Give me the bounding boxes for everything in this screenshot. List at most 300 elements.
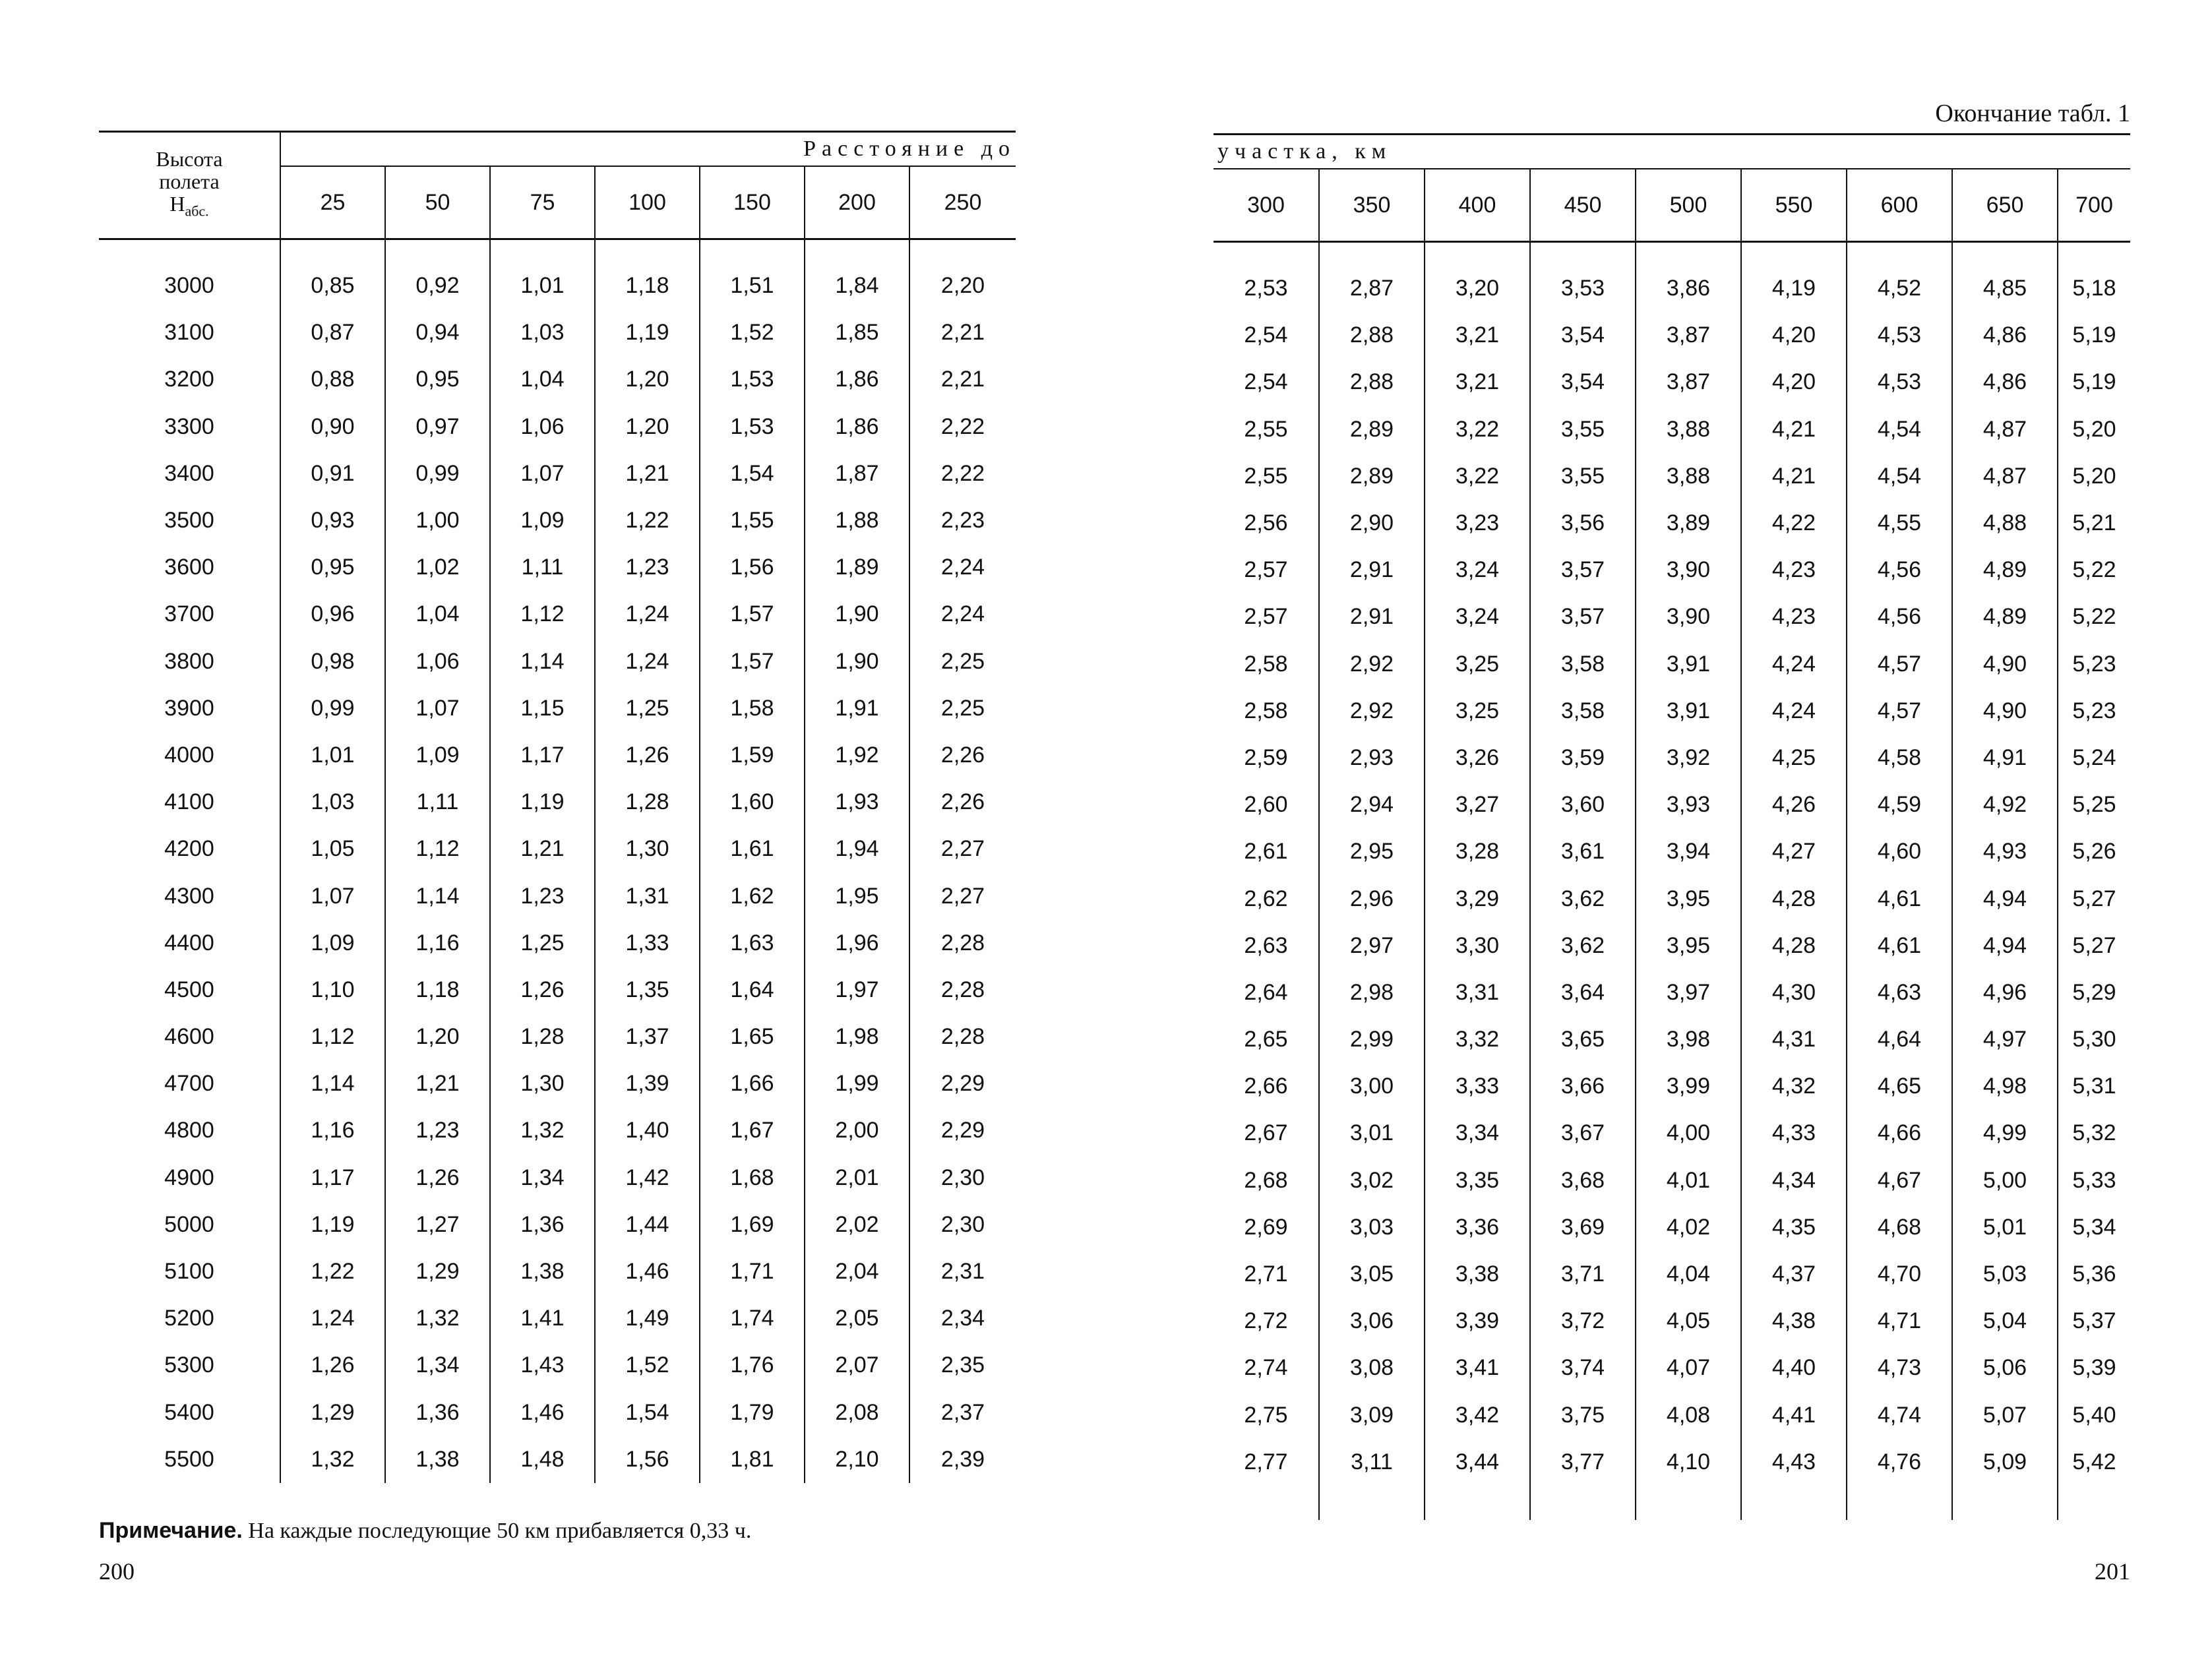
value-cell: 3,42 <box>1425 1392 1530 1439</box>
value-cell: 4,32 <box>1741 1063 1847 1110</box>
value-cell: 1,61 <box>700 826 805 872</box>
value-cell: 3,29 <box>1425 875 1530 922</box>
value-cell: 4,92 <box>1952 781 2058 828</box>
value-cell: 4,31 <box>1741 1016 1847 1063</box>
value-cell: 2,71 <box>1244 1261 1288 1287</box>
table-row <box>99 732 1016 779</box>
value-cell: 2,05 <box>805 1295 909 1342</box>
value-cell: 4,86 <box>1952 312 2058 359</box>
value-cell: 4,30 <box>1741 969 1847 1016</box>
column-header: 350 <box>1319 169 1425 242</box>
value-cell: 1,59 <box>700 732 805 779</box>
column-header: 50 <box>385 166 490 239</box>
value-cell: 3,67 <box>1530 1110 1636 1157</box>
value-cell: 1,81 <box>700 1436 805 1483</box>
value-cell: 4,26 <box>1741 781 1847 828</box>
value-cell: 2,39 <box>909 1436 1016 1483</box>
value-cell: 2,26 <box>909 779 1016 826</box>
value-cell: 4,34 <box>1741 1157 1847 1204</box>
table-row <box>1214 265 2130 312</box>
value-cell: 1,26 <box>280 1342 385 1389</box>
value-cell: 1,39 <box>595 1060 700 1107</box>
value-cell: 3,44 <box>1425 1439 1530 1486</box>
value-cell: 3,08 <box>1319 1345 1425 1391</box>
value-cell: 3,57 <box>1530 593 1636 640</box>
value-cell: 2,60 <box>1244 792 1288 818</box>
value-cell: 4,56 <box>1847 593 1952 640</box>
table-row <box>99 1155 1016 1201</box>
table-row <box>1214 641 2130 688</box>
altitude-cell: 3000 <box>164 273 214 299</box>
value-cell: 3,87 <box>1636 359 1741 406</box>
value-cell: 5,27 <box>2058 875 2130 922</box>
value-cell: 5,24 <box>2058 735 2130 781</box>
value-cell: 4,57 <box>1847 641 1952 688</box>
value-cell: 2,54 <box>1244 322 1288 348</box>
table-row <box>99 544 1016 591</box>
value-cell: 4,60 <box>1847 828 1952 875</box>
value-cell: 4,22 <box>1741 500 1847 547</box>
value-cell: 3,92 <box>1636 735 1741 781</box>
spacer-cell <box>805 239 909 263</box>
value-cell: 1,28 <box>490 1014 595 1060</box>
value-cell: 2,72 <box>1244 1308 1288 1334</box>
spacer-cell <box>490 239 595 263</box>
value-cell: 1,88 <box>805 497 909 544</box>
value-cell: 3,90 <box>1636 547 1741 593</box>
value-cell: 4,71 <box>1847 1298 1952 1345</box>
table-right <box>1214 133 2130 1520</box>
value-cell: 4,19 <box>1741 265 1847 312</box>
value-cell: 5,01 <box>1952 1204 2058 1251</box>
value-cell: 1,53 <box>700 404 805 450</box>
value-cell: 2,23 <box>909 497 1016 544</box>
value-cell: 3,95 <box>1636 875 1741 922</box>
value-cell: 4,87 <box>1952 453 2058 500</box>
value-cell: 1,53 <box>700 356 805 403</box>
value-cell: 1,32 <box>490 1107 595 1154</box>
altitude-cell: 3600 <box>164 555 214 580</box>
value-cell: 5,19 <box>2058 359 2130 406</box>
value-cell: 1,48 <box>490 1436 595 1483</box>
value-cell: 4,27 <box>1741 828 1847 875</box>
value-cell: 2,24 <box>909 591 1016 638</box>
value-cell: 4,35 <box>1741 1204 1847 1251</box>
value-cell: 4,86 <box>1952 359 2058 406</box>
value-cell: 4,28 <box>1741 923 1847 969</box>
value-cell: 4,97 <box>1952 1016 2058 1063</box>
value-cell: 1,19 <box>595 309 700 356</box>
value-cell: 3,95 <box>1636 923 1741 969</box>
value-cell: 5,33 <box>2058 1157 2130 1204</box>
spacer-cell <box>1741 1486 1847 1520</box>
value-cell: 0,96 <box>280 591 385 638</box>
spacer-cell <box>595 239 700 263</box>
column-header: 100 <box>595 166 700 239</box>
value-cell: 2,20 <box>909 262 1016 309</box>
value-cell: 4,94 <box>1952 875 2058 922</box>
value-cell: 2,88 <box>1319 312 1425 359</box>
value-cell: 2,58 <box>1244 698 1288 723</box>
value-cell: 1,24 <box>595 591 700 638</box>
table-row <box>1214 593 2130 640</box>
value-cell: 1,87 <box>805 450 909 497</box>
value-cell: 1,62 <box>700 872 805 919</box>
value-cell: 3,39 <box>1425 1298 1530 1345</box>
value-cell: 1,24 <box>595 638 700 685</box>
value-cell: 1,46 <box>595 1248 700 1295</box>
value-cell: 1,57 <box>700 638 805 685</box>
value-cell: 1,63 <box>700 920 805 967</box>
column-header: 25 <box>280 166 385 239</box>
value-cell: 3,65 <box>1530 1016 1636 1063</box>
value-cell: 1,12 <box>385 826 490 872</box>
altitude-header-line1: Высота <box>156 147 223 171</box>
value-cell: 3,25 <box>1425 641 1530 688</box>
value-cell: 1,90 <box>805 591 909 638</box>
value-cell: 4,57 <box>1847 688 1952 735</box>
altitude-cell: 4800 <box>164 1118 214 1143</box>
value-cell: 3,32 <box>1425 1016 1530 1063</box>
value-cell: 3,22 <box>1425 453 1530 500</box>
value-cell: 4,52 <box>1847 265 1952 312</box>
value-cell: 3,24 <box>1425 547 1530 593</box>
value-cell: 4,05 <box>1636 1298 1741 1345</box>
value-cell: 1,89 <box>805 544 909 591</box>
value-cell: 2,56 <box>1244 510 1288 536</box>
value-cell: 2,98 <box>1319 969 1425 1016</box>
value-cell: 3,33 <box>1425 1063 1530 1110</box>
value-cell: 1,32 <box>280 1436 385 1483</box>
value-cell: 3,41 <box>1425 1345 1530 1391</box>
column-header: 400 <box>1425 169 1530 242</box>
value-cell: 1,21 <box>385 1060 490 1107</box>
value-cell: 1,06 <box>490 404 595 450</box>
spacer-cell <box>1319 242 1425 266</box>
value-cell: 1,04 <box>385 591 490 638</box>
value-cell: 4,01 <box>1636 1157 1741 1204</box>
value-cell: 3,97 <box>1636 969 1741 1016</box>
spacer-cell <box>2058 242 2130 266</box>
value-cell: 2,53 <box>1244 276 1288 301</box>
table-row <box>99 1201 1016 1248</box>
value-cell: 2,89 <box>1319 453 1425 500</box>
value-cell: 1,91 <box>805 685 909 732</box>
value-cell: 1,23 <box>595 544 700 591</box>
value-cell: 1,05 <box>280 826 385 872</box>
value-cell: 2,96 <box>1319 875 1425 922</box>
value-cell: 1,19 <box>490 779 595 826</box>
table-row <box>99 967 1016 1014</box>
column-header: 300 <box>1214 169 1319 242</box>
value-cell: 4,43 <box>1741 1439 1847 1486</box>
value-cell: 1,20 <box>595 356 700 403</box>
value-cell: 1,30 <box>490 1060 595 1107</box>
table-note <box>99 1518 751 1544</box>
value-cell: 5,18 <box>2058 265 2130 312</box>
value-cell: 5,30 <box>2058 1016 2130 1063</box>
spacer-cell <box>385 239 490 263</box>
value-cell: 4,53 <box>1847 312 1952 359</box>
value-cell: 4,25 <box>1741 735 1847 781</box>
value-cell: 5,09 <box>1952 1439 2058 1486</box>
value-cell: 1,79 <box>700 1389 805 1436</box>
value-cell: 3,69 <box>1530 1204 1636 1251</box>
value-cell: 4,90 <box>1952 641 2058 688</box>
spacer-cell <box>1214 1486 1319 1520</box>
value-cell: 1,99 <box>805 1060 909 1107</box>
spacer-row <box>99 239 1016 263</box>
altitude-cell: 4200 <box>164 836 214 862</box>
table-row <box>99 1295 1016 1342</box>
value-cell: 2,77 <box>1244 1449 1288 1474</box>
value-cell: 4,61 <box>1847 923 1952 969</box>
value-cell: 1,09 <box>280 920 385 967</box>
value-cell: 2,28 <box>909 1014 1016 1060</box>
table-row <box>99 1014 1016 1060</box>
value-cell: 5,32 <box>2058 1110 2130 1157</box>
value-cell: 5,00 <box>1952 1157 2058 1204</box>
value-cell: 2,10 <box>805 1436 909 1483</box>
column-header: 700 <box>2058 169 2130 242</box>
value-cell: 3,61 <box>1530 828 1636 875</box>
value-cell: 4,89 <box>1952 593 2058 640</box>
altitude-header <box>99 132 280 239</box>
value-cell: 1,26 <box>490 967 595 1014</box>
value-cell: 1,20 <box>385 1014 490 1060</box>
value-cell: 1,04 <box>490 356 595 403</box>
value-cell: 3,21 <box>1425 359 1530 406</box>
table-row <box>99 591 1016 638</box>
value-cell: 1,90 <box>805 638 909 685</box>
value-cell: 2,92 <box>1319 641 1425 688</box>
value-cell: 1,67 <box>700 1107 805 1154</box>
value-cell: 2,91 <box>1319 547 1425 593</box>
value-cell: 1,22 <box>280 1248 385 1295</box>
column-header: 500 <box>1636 169 1741 242</box>
value-cell: 2,25 <box>909 638 1016 685</box>
value-cell: 4,41 <box>1741 1392 1847 1439</box>
value-cell: 5,40 <box>2058 1392 2130 1439</box>
value-cell: 2,95 <box>1319 828 1425 875</box>
value-cell: 3,22 <box>1425 406 1530 453</box>
altitude-cell: 5200 <box>164 1306 214 1331</box>
column-header: 650 <box>1952 169 2058 242</box>
table-row <box>99 1248 1016 1295</box>
value-cell: 3,01 <box>1319 1110 1425 1157</box>
table-row <box>99 779 1016 826</box>
value-cell: 2,91 <box>1319 593 1425 640</box>
value-cell: 2,00 <box>805 1107 909 1154</box>
value-cell: 4,94 <box>1952 923 2058 969</box>
value-cell: 0,87 <box>280 309 385 356</box>
value-cell: 3,91 <box>1636 641 1741 688</box>
value-cell: 4,37 <box>1741 1251 1847 1298</box>
value-cell: 2,92 <box>1319 688 1425 735</box>
spacer-cell <box>280 239 385 263</box>
value-cell: 4,20 <box>1741 359 1847 406</box>
value-cell: 0,91 <box>280 450 385 497</box>
spacer-cell <box>1847 1486 1952 1520</box>
value-cell: 4,10 <box>1636 1439 1741 1486</box>
value-cell: 1,46 <box>490 1389 595 1436</box>
spacer-cell <box>99 239 280 263</box>
value-cell: 1,52 <box>700 309 805 356</box>
table-row <box>1214 923 2130 969</box>
value-cell: 1,01 <box>490 262 595 309</box>
value-cell: 4,66 <box>1847 1110 1952 1157</box>
value-cell: 3,66 <box>1530 1063 1636 1110</box>
value-cell: 1,96 <box>805 920 909 967</box>
value-cell: 2,64 <box>1244 979 1288 1005</box>
value-cell: 4,04 <box>1636 1251 1741 1298</box>
value-cell: 1,30 <box>595 826 700 872</box>
value-cell: 5,03 <box>1952 1251 2058 1298</box>
value-cell: 2,62 <box>1244 886 1288 911</box>
value-cell: 1,32 <box>385 1295 490 1342</box>
value-cell: 2,01 <box>805 1155 909 1201</box>
value-cell: 1,60 <box>700 779 805 826</box>
value-cell: 3,98 <box>1636 1016 1741 1063</box>
value-cell: 0,97 <box>385 404 490 450</box>
column-header: 75 <box>490 166 595 239</box>
value-cell: 1,14 <box>385 872 490 919</box>
value-cell: 1,54 <box>595 1389 700 1436</box>
value-cell: 2,67 <box>1244 1120 1288 1146</box>
value-cell: 4,70 <box>1847 1251 1952 1298</box>
value-cell: 1,22 <box>595 497 700 544</box>
value-cell: 1,10 <box>280 967 385 1014</box>
column-header: 200 <box>805 166 909 239</box>
value-cell: 2,29 <box>909 1107 1016 1154</box>
value-cell: 2,54 <box>1244 369 1288 395</box>
table-row <box>1214 312 2130 359</box>
value-cell: 0,88 <box>280 356 385 403</box>
altitude-cell: 4600 <box>164 1024 214 1050</box>
spacer-cell <box>1741 242 1847 266</box>
value-cell: 2,68 <box>1244 1167 1288 1193</box>
value-cell: 4,58 <box>1847 735 1952 781</box>
value-cell: 1,86 <box>805 404 909 450</box>
table-row <box>99 404 1016 450</box>
value-cell: 3,09 <box>1319 1392 1425 1439</box>
value-cell: 4,89 <box>1952 547 2058 593</box>
value-cell: 1,07 <box>385 685 490 732</box>
value-cell: 4,93 <box>1952 828 2058 875</box>
value-cell: 3,55 <box>1530 453 1636 500</box>
value-cell: 5,21 <box>2058 500 2130 547</box>
value-cell: 1,07 <box>490 450 595 497</box>
value-cell: 5,07 <box>1952 1392 2058 1439</box>
altitude-cell: 4400 <box>164 930 214 955</box>
spacer-cell <box>1636 1486 1741 1520</box>
value-cell: 3,21 <box>1425 312 1530 359</box>
value-cell: 0,85 <box>280 262 385 309</box>
value-cell: 5,23 <box>2058 641 2130 688</box>
value-cell: 4,53 <box>1847 359 1952 406</box>
value-cell: 5,22 <box>2058 547 2130 593</box>
value-cell: 2,34 <box>909 1295 1016 1342</box>
table-row <box>1214 1439 2130 1486</box>
column-header: 250 <box>909 166 1016 239</box>
value-cell: 5,22 <box>2058 593 2130 640</box>
table-row <box>1214 1204 2130 1251</box>
value-cell: 5,20 <box>2058 453 2130 500</box>
value-cell: 2,99 <box>1319 1016 1425 1063</box>
value-cell: 0,92 <box>385 262 490 309</box>
value-cell: 5,06 <box>1952 1345 2058 1391</box>
value-cell: 2,24 <box>909 544 1016 591</box>
table-row <box>1214 828 2130 875</box>
value-cell: 2,30 <box>909 1201 1016 1248</box>
table-caption: Окончание табл. 1 <box>1935 100 2130 127</box>
altitude-cell: 5300 <box>164 1352 214 1378</box>
spacer-cell <box>2058 1486 2130 1520</box>
value-cell: 4,07 <box>1636 1345 1741 1391</box>
value-cell: 4,40 <box>1741 1345 1847 1391</box>
value-cell: 2,58 <box>1244 651 1288 677</box>
value-cell: 1,41 <box>490 1295 595 1342</box>
value-cell: 1,25 <box>490 920 595 967</box>
value-cell: 4,28 <box>1741 875 1847 922</box>
distance-span-header-cont: участка, км <box>1214 135 2130 169</box>
value-cell: 3,60 <box>1530 781 1636 828</box>
value-cell: 2,27 <box>909 826 1016 872</box>
value-cell: 2,25 <box>909 685 1016 732</box>
value-cell: 4,64 <box>1847 1016 1952 1063</box>
spacer-cell <box>1530 1486 1636 1520</box>
value-cell: 2,65 <box>1244 1027 1288 1052</box>
value-cell: 1,24 <box>280 1295 385 1342</box>
value-cell: 4,61 <box>1847 875 1952 922</box>
value-cell: 1,26 <box>595 732 700 779</box>
value-cell: 3,77 <box>1530 1439 1636 1486</box>
value-cell: 1,26 <box>385 1155 490 1201</box>
value-cell: 5,37 <box>2058 1298 2130 1345</box>
spacer-cell <box>1214 242 1319 266</box>
table-row <box>1214 735 2130 781</box>
value-cell: 2,29 <box>909 1060 1016 1107</box>
value-cell: 2,21 <box>909 309 1016 356</box>
value-cell: 3,75 <box>1530 1392 1636 1439</box>
table-row <box>99 826 1016 872</box>
value-cell: 1,02 <box>385 544 490 591</box>
value-cell: 1,09 <box>490 497 595 544</box>
value-cell: 4,24 <box>1741 688 1847 735</box>
value-cell: 5,19 <box>2058 312 2130 359</box>
value-cell: 5,27 <box>2058 923 2130 969</box>
table-row <box>99 356 1016 403</box>
value-cell: 3,27 <box>1425 781 1530 828</box>
value-cell: 1,65 <box>700 1014 805 1060</box>
table-row <box>1214 1063 2130 1110</box>
value-cell: 1,21 <box>490 826 595 872</box>
table-row <box>1214 547 2130 593</box>
value-cell: 2,97 <box>1319 923 1425 969</box>
spacer-cell <box>1425 242 1530 266</box>
value-cell: 4,55 <box>1847 500 1952 547</box>
value-cell: 1,17 <box>490 732 595 779</box>
spacer-row <box>1214 242 2130 266</box>
altitude-cell: 3700 <box>164 601 214 627</box>
value-cell: 5,25 <box>2058 781 2130 828</box>
value-cell: 4,38 <box>1741 1298 1847 1345</box>
table-row <box>99 872 1016 919</box>
value-cell: 1,14 <box>490 638 595 685</box>
table-row <box>99 1436 1016 1483</box>
table-row <box>1214 781 2130 828</box>
value-cell: 1,95 <box>805 872 909 919</box>
